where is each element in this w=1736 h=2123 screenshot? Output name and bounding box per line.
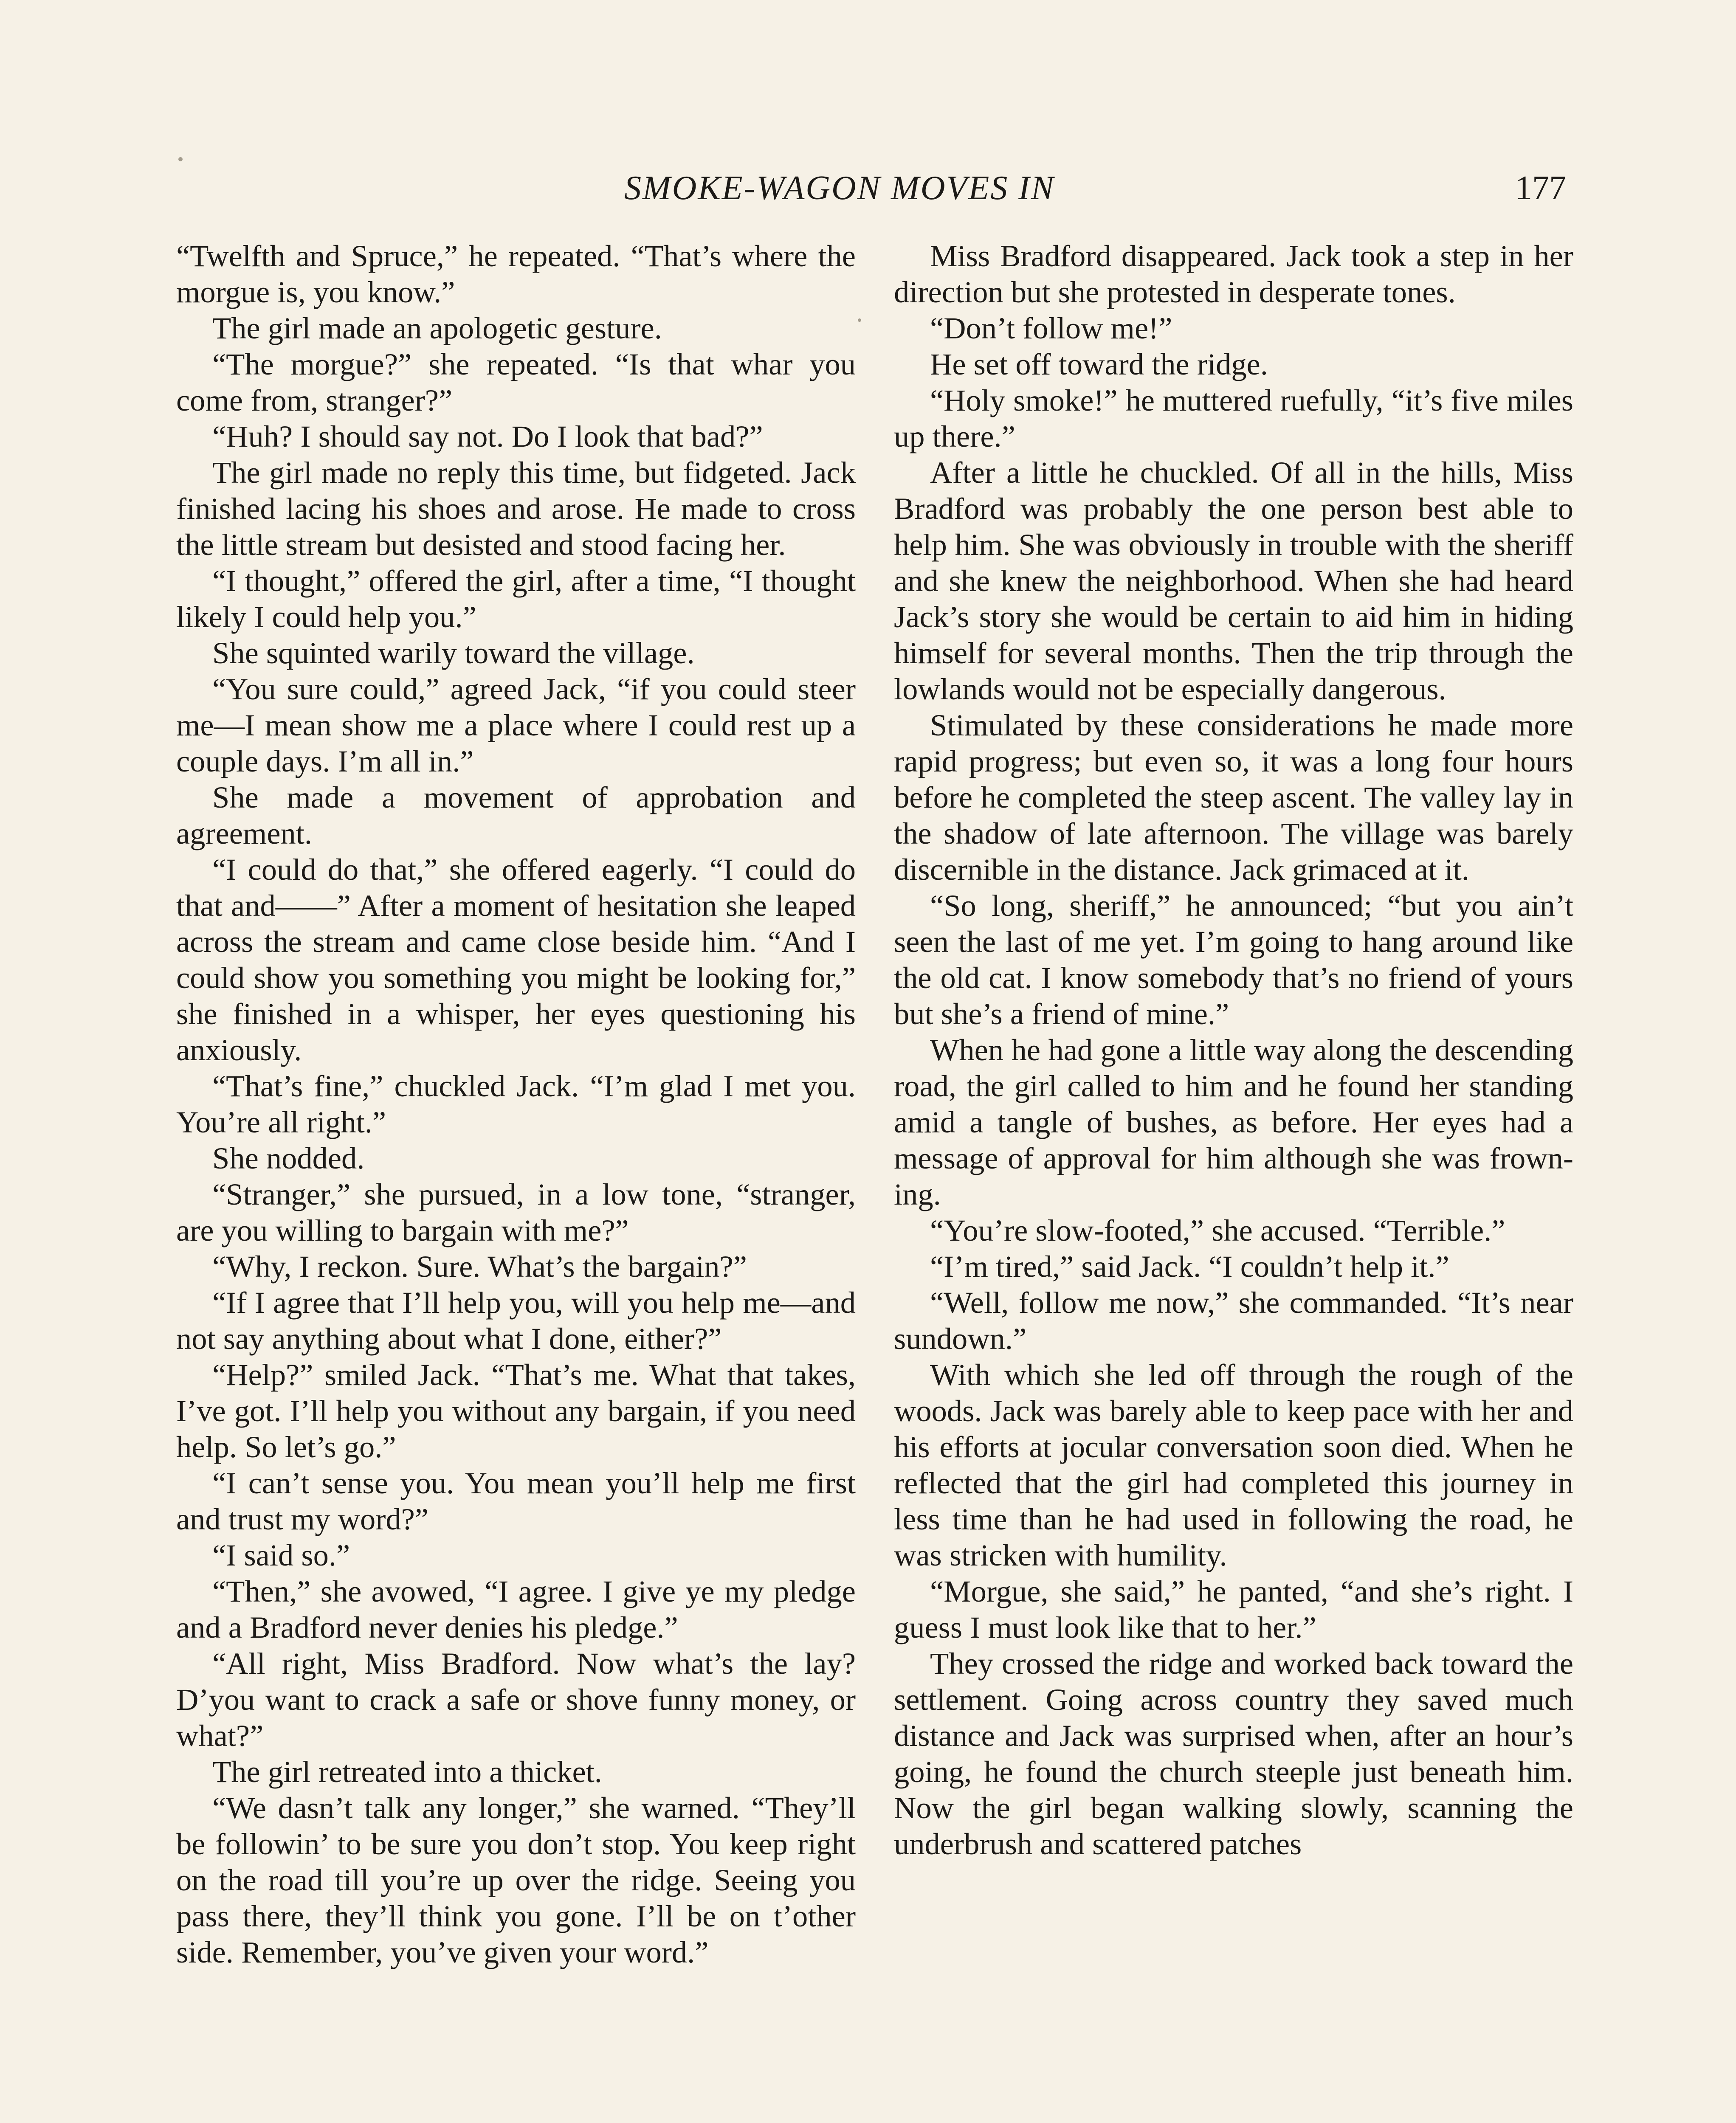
- left-column: [176, 238, 856, 1970]
- paragraph: “I can’t sense you. You mean you’ll help me first and trust my word?”: [176, 1466, 856, 1536]
- paragraph: “I said so.”: [212, 1538, 350, 1572]
- running-header: [0, 165, 1736, 216]
- paragraph: She nodded.: [212, 1141, 365, 1175]
- paragraph: “Stranger,” she pursued, in a low tone, “stranger, are you willing to bargain with me?”: [176, 1177, 856, 1247]
- paragraph: “Help?” smiled Jack. “That’s me. What that takes, I’ve got. I’ll help you without any bargain, if you need help. So let’s go.”: [176, 1357, 856, 1464]
- paragraph: “You sure could,” agreed Jack, “if you could steer me—I mean show me a place where I could rest up a couple days. I’m all in.”: [176, 672, 856, 778]
- paragraph: After a little he chuckled. Of all in the hills, Miss Bradford was probably the one person best able to help him. She was obviously in trouble with the sheriff and she knew the neighborhood. When she had heard Jack’s story she would be certain to aid him in hiding himself for several months. Then the trip through the lowlands would not be especially dangerous.: [894, 455, 1573, 706]
- paragraph: Miss Bradford disappeared. Jack took a step in her direction but she protested in desperate tones.: [894, 239, 1573, 309]
- right-column: [894, 238, 1573, 1862]
- paragraph: She made a movement of approbation and agreement.: [176, 780, 856, 850]
- paragraph: “You’re slow-footed,” she accused. “Terrible.”: [930, 1213, 1505, 1247]
- paragraph: The girl made an apologetic gesture.: [212, 311, 662, 345]
- paragraph: “Huh? I should say not. Do I look that bad?”: [212, 419, 763, 453]
- paper-speck: [178, 157, 183, 161]
- paragraph: “Morgue, she said,” he panted, “and she’s right. I guess I must look like that to her.”: [894, 1574, 1573, 1644]
- paragraph: When he had gone a little way along the descending road, the girl called to him and he found her standing amid a tangle of bushes, as before. Her eyes had a message of approval for him although she was frowning.: [894, 1033, 1573, 1211]
- paragraph: “If I agree that I’ll help you, will you help me—and not say anything about what I done, either?”: [176, 1285, 856, 1356]
- page-number: 177: [1515, 169, 1566, 207]
- paragraph: “I could do that,” she offered eagerly. “I could do that and——” After a moment of hesitation she leaped across the stream and came close beside him. “And I could show you something you might be looking for,” she finished in a whisper, her eyes questioning his anxiously.: [176, 852, 856, 1067]
- paragraph: “We dasn’t talk any longer,” she warned. “They’ll be followin’ to be sure you don’t stop. You keep right on the road till you’re up over the ridge. Seeing you pass there, they’ll think you gone. I’ll be on t’other side. Remember, you’ve given your word.”: [176, 1791, 856, 1969]
- paragraph: The girl made no reply this time, but fidgeted. Jack finished lacing his shoes and arose. He made to cross the little stream but desisted and stood facing her.: [176, 455, 856, 562]
- paragraph: She squinted warily toward the village.: [212, 636, 695, 670]
- paragraph: Stimulated by these considerations he made more rapid progress; but even so, it was a long four hours before he completed the steep ascent. The valley lay in the shadow of late afternoon. The village was barely discernible in the distance. Jack grimaced at it.: [894, 708, 1573, 887]
- paragraph: The girl retreated into a thicket.: [212, 1754, 602, 1789]
- paragraph: “Then,” she avowed, “I agree. I give ye my pledge and a Bradford never denies his pledge.”: [176, 1574, 856, 1644]
- paragraph: “Don’t follow me!”: [930, 311, 1172, 345]
- paragraph: “Twelfth and Spruce,” he repeated. “That’s where the morgue is, you know.”: [176, 239, 856, 309]
- paragraph: With which she led off through the rough of the woods. Jack was barely able to keep pace with her and his efforts at jocular conversation soon died. When he reflected that the girl had completed this journey in less time than he had used in following the road, he was stricken with humility.: [894, 1357, 1573, 1572]
- paragraph: “Why, I reckon. Sure. What’s the bargain?”: [212, 1249, 747, 1284]
- paragraph: “I’m tired,” said Jack. “I couldn’t help it.”: [930, 1249, 1449, 1284]
- running-title: SMOKE-WAGON MOVES IN: [624, 169, 1055, 207]
- paragraph: “All right, Miss Bradford. Now what’s the lay? D’you want to crack a safe or shove funny money, or what?”: [176, 1646, 856, 1753]
- paragraph: “So long, sheriff,” he announced; “but you ain’t seen the last of me yet. I’m going to hang around like the old cat. I know somebody that’s no friend of yours but she’s a friend of mine.”: [894, 888, 1573, 1031]
- paragraph: “The morgue?” she repeated. “Is that whar you come from, stranger?”: [176, 347, 856, 417]
- paragraph: “Well, follow me now,” she commanded. “It’s near sundown.”: [894, 1285, 1573, 1356]
- paper-speck: [858, 318, 861, 322]
- paragraph: “I thought,” offered the girl, after a time, “I thought likely I could help you.”: [176, 563, 856, 634]
- paragraph: They crossed the ridge and worked back toward the settlement. Going across country they saved much distance and Jack was surprised when, after an hour’s going, he found the church steeple just beneath him. Now the girl began walking slowly, scanning the underbrush and scattered patches: [894, 1646, 1573, 1861]
- paragraph: “That’s fine,” chuckled Jack. “I’m glad I met you. You’re all right.”: [176, 1069, 856, 1139]
- paragraph: “Holy smoke!” he muttered ruefully, “it’s five miles up there.”: [894, 383, 1573, 453]
- paragraph: He set off toward the ridge.: [930, 347, 1268, 381]
